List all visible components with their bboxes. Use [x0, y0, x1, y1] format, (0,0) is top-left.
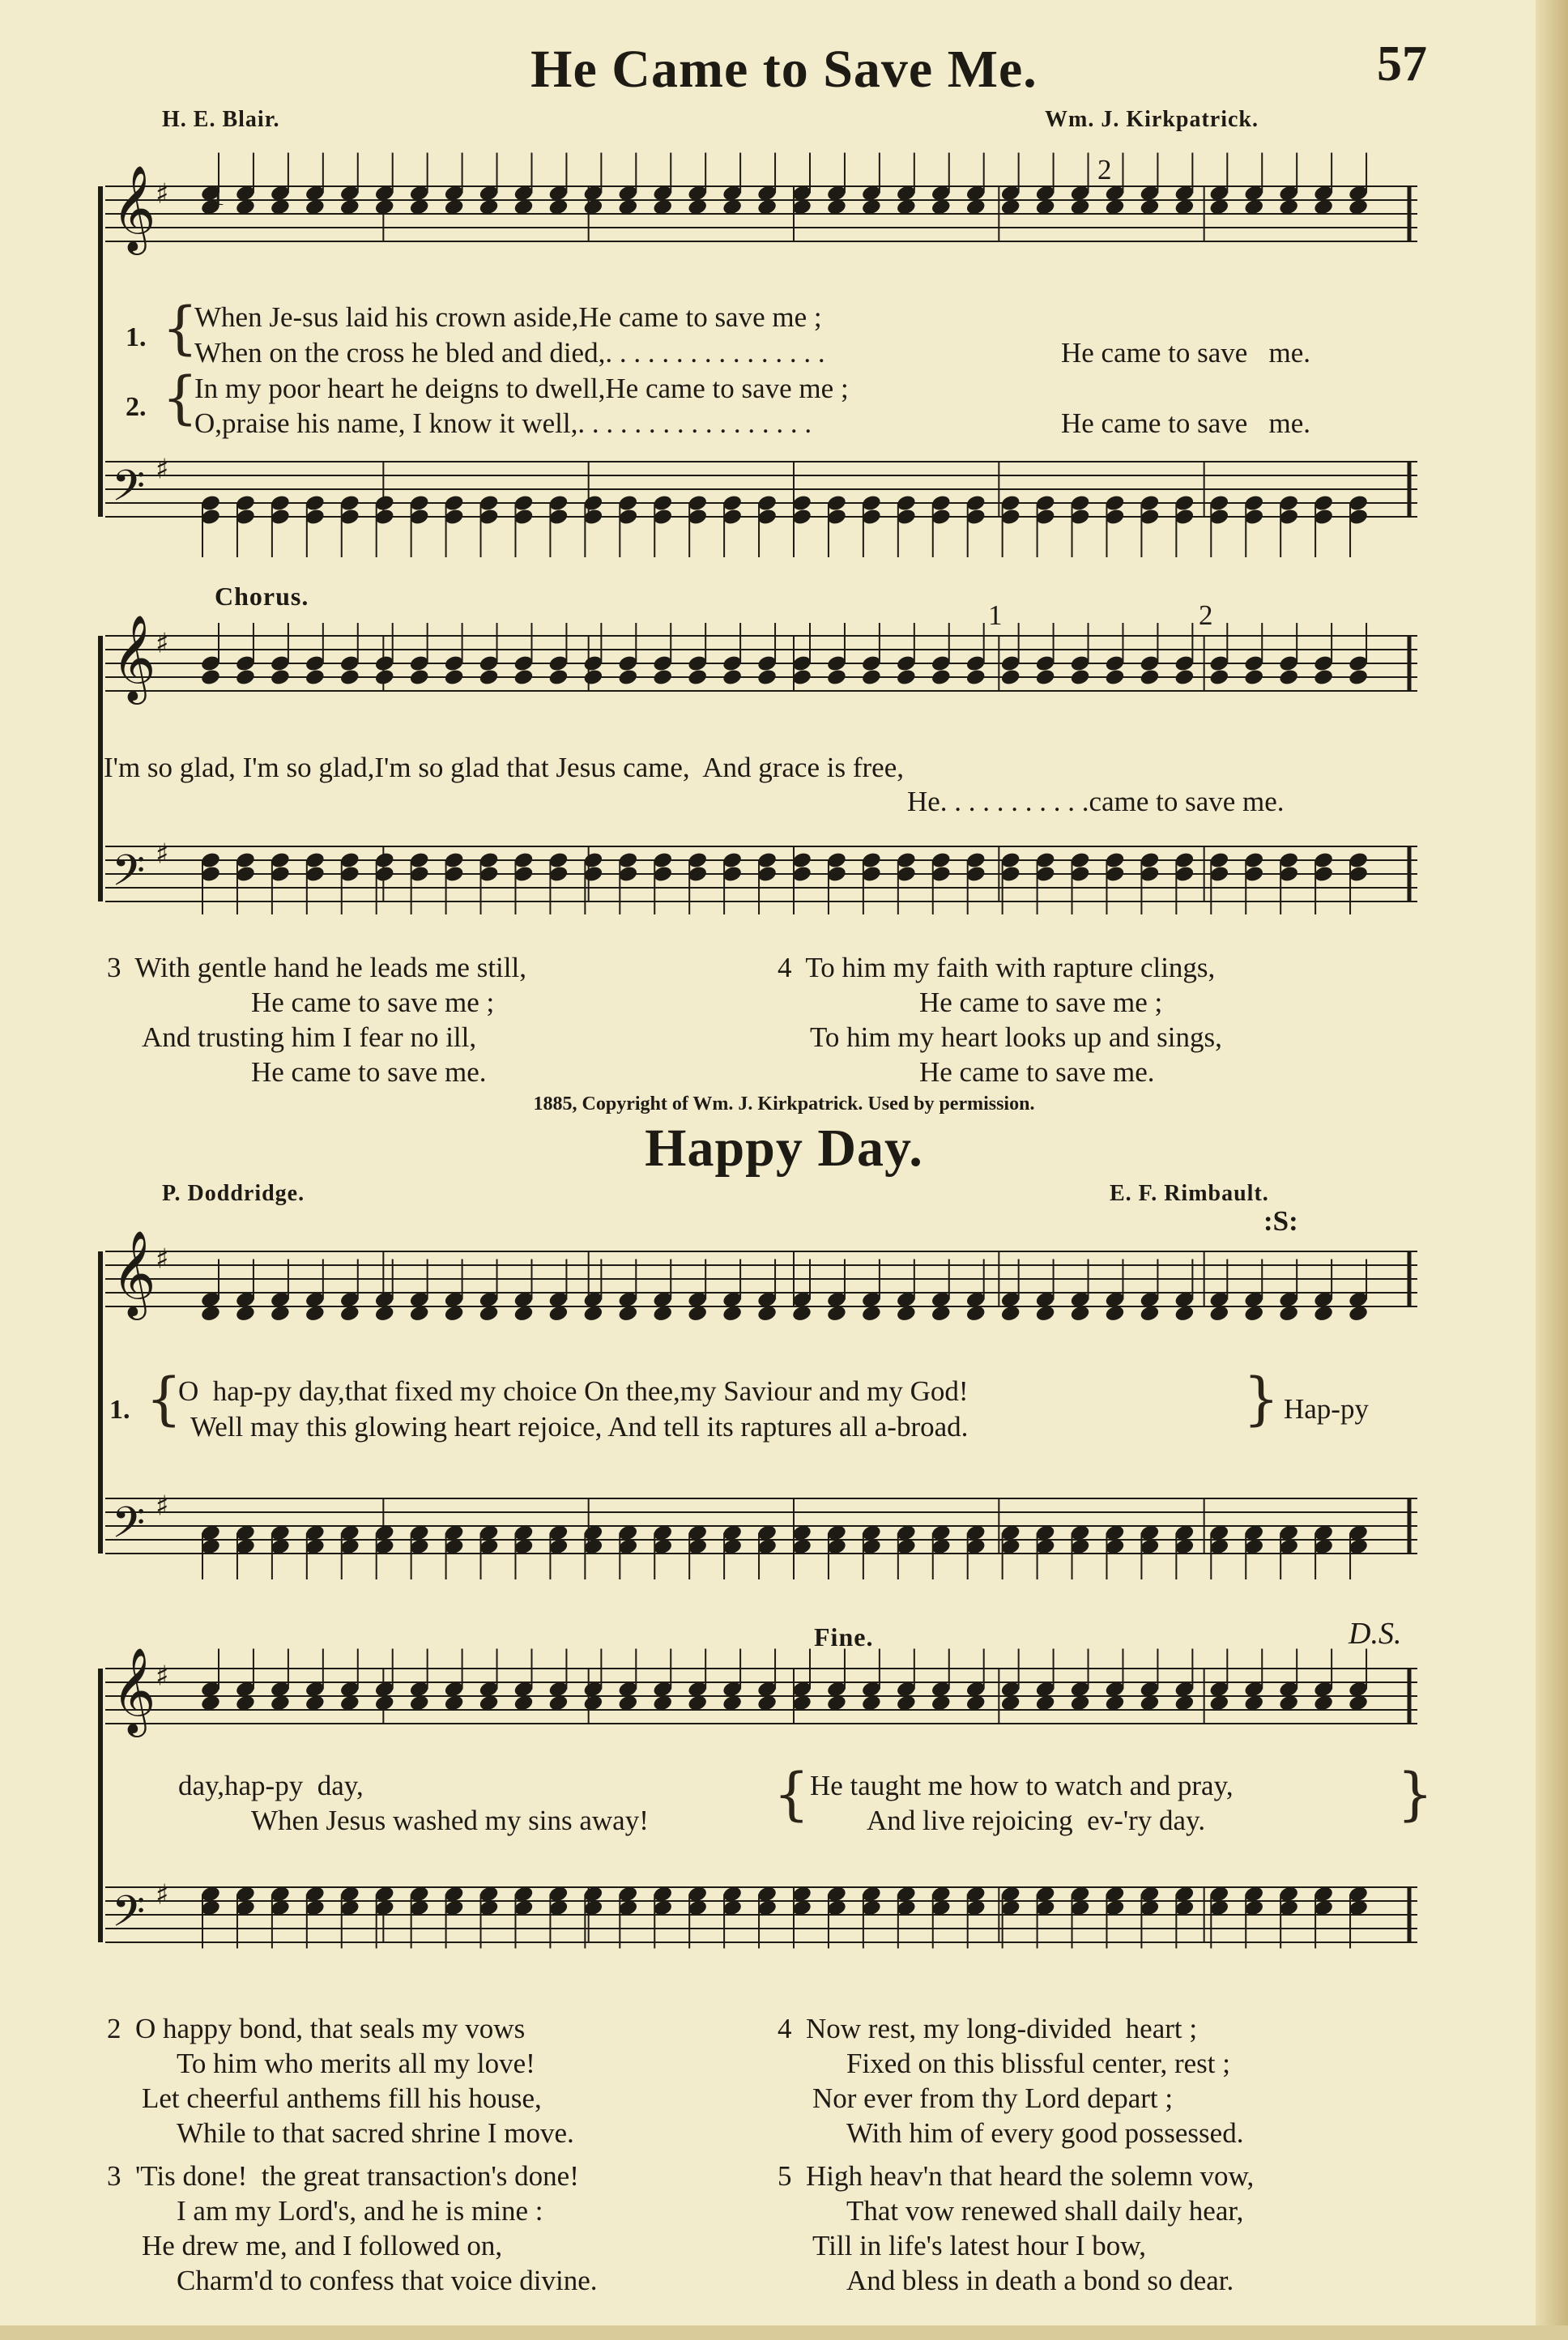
stanza-line: He came to save me ; — [251, 987, 495, 1018]
stanza-line: He came to save me. — [251, 1056, 487, 1088]
treble-clef: 𝄞 — [112, 613, 156, 701]
stanza-line: And trusting him I fear no ill, — [142, 1021, 477, 1053]
bass-clef: 𝄢 — [112, 1886, 146, 1947]
lyric-line: He taught me how to watch and pray, — [810, 1770, 1234, 1801]
note-head — [1313, 668, 1334, 687]
sharp-sign: ♯ — [156, 838, 169, 871]
verse-brace-close: } — [1243, 1366, 1280, 1432]
note-head — [548, 668, 569, 687]
sharp-sign: ♯ — [156, 177, 169, 211]
page-edge-bottom — [0, 2325, 1568, 2340]
note-head — [1278, 668, 1299, 687]
sharp-sign: ♯ — [156, 627, 169, 660]
sharp-sign: ♯ — [156, 1878, 169, 1912]
note-head — [339, 668, 360, 687]
note-head — [1243, 668, 1264, 687]
note-head — [1174, 668, 1195, 687]
stanza-line: Charm'd to confess that voice divine. — [177, 2265, 598, 2296]
sharp-sign: ♯ — [156, 1490, 169, 1523]
note-head — [444, 668, 465, 687]
ending-1-label: 1 — [211, 180, 225, 211]
lyric-line: day,hap-py day, — [178, 1770, 364, 1801]
note-head — [1035, 668, 1056, 687]
note-head — [582, 668, 603, 687]
verse-number: 1. — [109, 1395, 130, 1425]
lyric-line: Well may this glowing heart rejoice, And tell its raptures all a-broad. — [190, 1411, 969, 1443]
lyric-line: He came to save me. — [1061, 407, 1311, 439]
lyricist-credit: P. Doddridge. — [162, 1181, 305, 1206]
lyric-line: And live rejoicing ev-'ry day. — [867, 1805, 1206, 1836]
note-head — [687, 668, 708, 687]
lyric-line: Hap-py — [1284, 1393, 1369, 1425]
note-head — [409, 668, 430, 687]
composer-credit: E. F. Rimbault. — [1110, 1181, 1269, 1206]
note-head — [652, 668, 673, 687]
verse-brace: { — [162, 295, 198, 361]
lyric-line: He came to save me. — [1061, 337, 1311, 369]
stanza-line: To him my heart looks up and sings, — [810, 1021, 1222, 1053]
treble-clef: 𝄞 — [112, 164, 156, 251]
ending-2-label: 2 — [1097, 154, 1112, 185]
lyric-line: In my poor heart he deigns to dwell,He came to save me ; — [194, 373, 849, 404]
verse-brace: { — [162, 364, 198, 431]
verse-brace-close: } — [1397, 1761, 1434, 1827]
note-head — [1104, 668, 1125, 687]
verse-brace: { — [146, 1366, 182, 1432]
note-head — [1348, 668, 1369, 687]
note-head — [1069, 668, 1090, 687]
segno-sign: :S: — [1263, 1205, 1298, 1237]
stanza-line: Nor ever from thy Lord depart ; — [812, 2082, 1174, 2114]
note-head — [1208, 668, 1229, 687]
note-head — [931, 668, 952, 687]
lyric-line: O,praise his name, I know it well,. . . . . . . . . . . . . . . . . — [194, 407, 812, 439]
stanza-line: 3 'Tis done! the great transaction's done! — [107, 2160, 579, 2192]
lyric-line: When on the cross he bled and died,. . . . . . . . . . . . . . . . — [194, 337, 825, 369]
treble-clef: 𝄞 — [112, 1646, 156, 1733]
note-head — [756, 668, 778, 687]
bass-clef: 𝄢 — [112, 846, 146, 906]
chorus-label: Chorus. — [215, 582, 309, 611]
ending-2-label: 2 — [1199, 599, 1213, 631]
stanza-line: And bless in death a bond so dear. — [846, 2265, 1234, 2296]
note-head — [861, 668, 882, 687]
stanza-line: Till in life's latest hour I bow, — [812, 2230, 1147, 2261]
chorus-lyric: I'm so glad, I'm so glad,I'm so glad that Jesus came, And grace is free, — [104, 752, 904, 783]
stanza-line: He came to save me. — [919, 1056, 1155, 1088]
ending-1-label: 1 — [988, 599, 1003, 631]
note-head — [617, 668, 638, 687]
lyric-line: When Jesus washed my sins away! — [251, 1805, 649, 1836]
note-head — [826, 668, 847, 687]
stanza-line: Let cheerful anthems fill his house, — [142, 2082, 542, 2114]
treble-clef: 𝄞 — [112, 1229, 156, 1316]
stanza-line: To him who merits all my love! — [177, 2048, 535, 2079]
bass-clef: 𝄢 — [112, 1498, 146, 1558]
note-head — [270, 668, 291, 687]
note-head — [896, 668, 917, 687]
stanza-line: 4 Now rest, my long-divided heart ; — [778, 2013, 1198, 2044]
lyric-line: O hap-py day,that fixed my choice On thee,my Saviour and my God! — [178, 1375, 969, 1407]
stanza-line: While to that sacred shrine I move. — [177, 2117, 574, 2149]
stanza-line: 2 O happy bond, that seals my vows — [107, 2013, 526, 2044]
note-head — [965, 668, 986, 687]
stanza-line: 4 To him my faith with rapture clings, — [778, 952, 1216, 983]
note-head — [1139, 668, 1160, 687]
note-head — [513, 668, 534, 687]
note-head — [1000, 668, 1021, 687]
verse-number: 2. — [126, 392, 147, 422]
note-head — [478, 668, 499, 687]
page-number: 57 — [1377, 36, 1427, 92]
note-head — [374, 668, 395, 687]
copyright-notice: 1885, Copyright of Wm. J. Kirkpatrick. Used by permission. — [533, 1093, 1035, 1115]
composer-credit: Wm. J. Kirkpatrick. — [1045, 107, 1259, 132]
note-head — [305, 668, 326, 687]
verse-brace: { — [773, 1761, 810, 1827]
lyricist-credit: H. E. Blair. — [162, 107, 280, 132]
sharp-sign: ♯ — [156, 1660, 169, 1693]
stanza-line: I am my Lord's, and he is mine : — [177, 2195, 543, 2227]
verse-number: 1. — [126, 322, 147, 352]
sharp-sign: ♯ — [156, 1242, 169, 1276]
stanza-line: With him of every good possessed. — [846, 2117, 1244, 2149]
hymn-title: Happy Day. — [645, 1119, 923, 1178]
sharp-sign: ♯ — [156, 453, 169, 486]
hymn-title: He Came to Save Me. — [530, 40, 1038, 99]
chorus-lyric: He. . . . . . . . . . .came to save me. — [907, 786, 1285, 817]
note-head — [200, 668, 221, 687]
stanza-line: Fixed on this blissful center, rest ; — [846, 2048, 1230, 2079]
note-head — [235, 668, 256, 687]
stanza-line: 3 With gentle hand he leads me still, — [107, 952, 526, 983]
note-head — [722, 668, 743, 687]
stanza-line: That vow renewed shall daily hear, — [846, 2195, 1244, 2227]
stanza-line: He came to save me ; — [919, 987, 1163, 1018]
ds-marking: D.S. — [1349, 1617, 1402, 1651]
stanza-line: He drew me, and I followed on, — [142, 2230, 503, 2261]
lyric-line: When Je-sus laid his crown aside,He came to save me ; — [194, 301, 822, 333]
bass-clef: 𝄢 — [112, 461, 146, 522]
fine-marking: Fine. — [814, 1622, 874, 1652]
stanza-line: 5 High heav'n that heard the solemn vow, — [778, 2160, 1255, 2192]
